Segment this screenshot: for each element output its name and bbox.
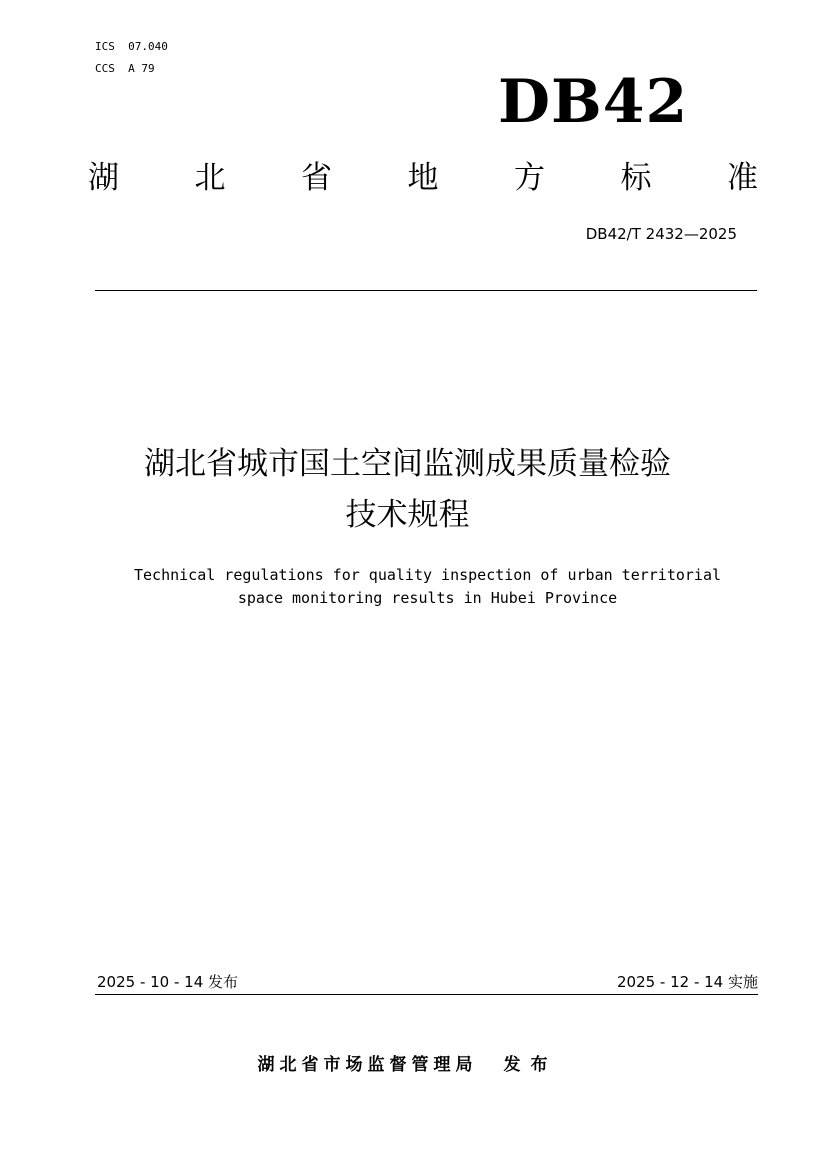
standard-type-char: 方: [514, 160, 545, 196]
standard-type-char: 地: [407, 160, 439, 196]
standard-type-char: 北: [194, 160, 226, 196]
bottom-divider: [95, 994, 758, 995]
top-divider: [95, 290, 757, 291]
title-en-line-2: space monitoring results in Hubei Province: [237, 589, 618, 607]
title-cn-line-2: 技术规程: [345, 497, 470, 533]
ccs-code: CCS A 79: [95, 62, 155, 75]
publisher-name: 湖北省市场监督管理局: [257, 1055, 478, 1075]
standard-type-char: 准: [727, 160, 758, 196]
standard-number: DB42/T 2432—2025: [585, 225, 737, 243]
issue-date: 2025 - 10 - 14 发布: [97, 973, 239, 991]
title-en-line-1: Technical regulations for quality inspection of urban territorial: [134, 566, 721, 584]
standard-type-char: 省: [301, 160, 332, 196]
standard-type-char: 湖: [88, 160, 119, 196]
standard-type-char: 标: [620, 160, 652, 196]
title-cn-line-1: 湖北省城市国土空间监测成果质量检验: [144, 446, 671, 482]
implement-date: 2025 - 12 - 14 实施: [616, 973, 758, 991]
db-logo: DB42: [498, 67, 689, 137]
standard-type-heading: [88, 156, 758, 200]
publish-label: 发布: [503, 1055, 558, 1075]
ics-code: ICS 07.040: [95, 40, 168, 53]
publisher-block: [0, 1053, 815, 1077]
